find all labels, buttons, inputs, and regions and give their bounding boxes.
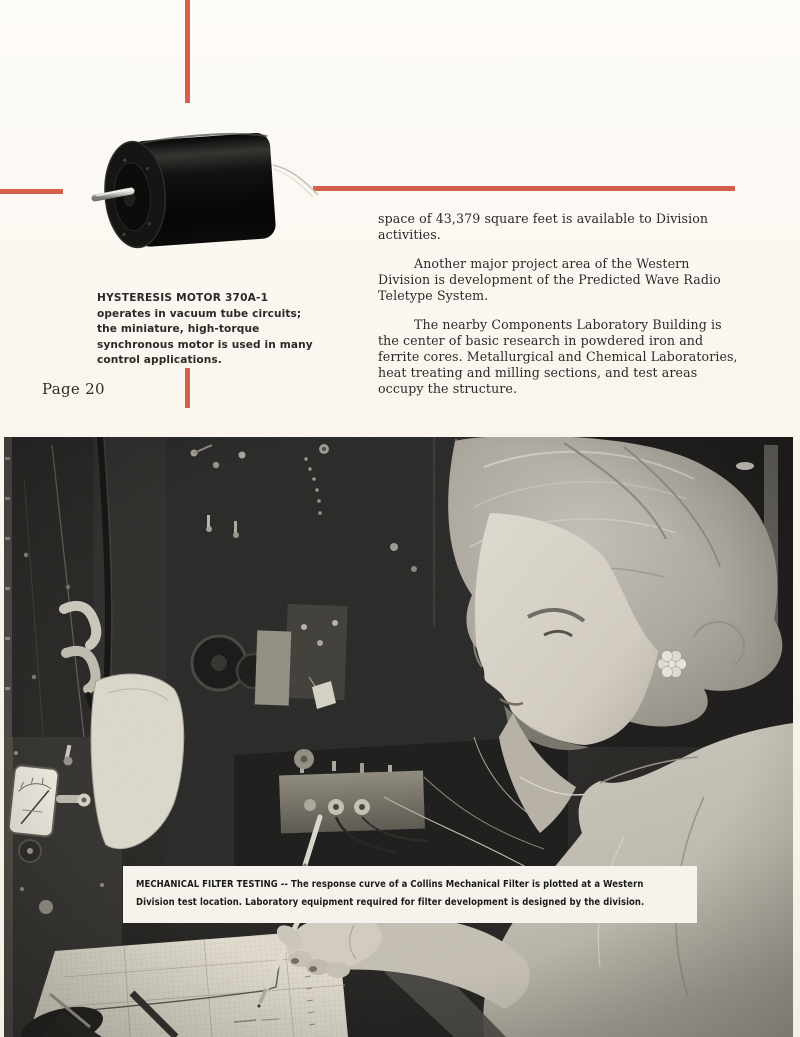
page-number: Page 20 bbox=[42, 380, 105, 398]
motor-caption-lead: HYSTERESIS MOTOR 370A-1 bbox=[97, 292, 269, 304]
motor-illustration bbox=[85, 125, 325, 260]
body-paragraph: The nearby Components Laboratory Building is the center of basic research in powdered iron and ferrite cores. Metallurgical and Chemical Laboratories, heat treating and milling sections, and test areas occupy the structure. bbox=[378, 317, 738, 396]
body-paragraph: space of 43,379 square feet is available to Division activities. bbox=[378, 211, 709, 242]
red-rule-vertical-small bbox=[185, 368, 190, 408]
photo-caption-line: Division test location. Laboratory equipment required for filter development is designed by the division. bbox=[136, 896, 645, 908]
motor-caption bbox=[97, 291, 315, 369]
photo-caption-box bbox=[123, 866, 697, 923]
photo-scene bbox=[4, 437, 793, 1037]
red-rule-vertical-top bbox=[185, 0, 190, 103]
filter-testing-photo bbox=[4, 437, 793, 1037]
motor-caption-text: operates in vacuum tube circuits; the miniature, high-torque synchronous motor is used in many control applications. bbox=[97, 307, 313, 366]
body-text-column bbox=[378, 211, 742, 397]
hysteresis-motor-photo bbox=[85, 125, 325, 260]
body-paragraph: Another major project area of the Western Division is development of the Predicted Wave Radio Teletype System. bbox=[378, 256, 721, 303]
vignette-overlay bbox=[4, 437, 793, 1037]
motor-lead-wire bbox=[273, 165, 318, 195]
red-rule-horizontal-right bbox=[313, 186, 735, 191]
red-rule-horizontal-left bbox=[0, 189, 63, 194]
photo-caption-line: MECHANICAL FILTER TESTING -- The response curve of a Collins Mechanical Filter is plotted at a Western bbox=[136, 879, 644, 890]
